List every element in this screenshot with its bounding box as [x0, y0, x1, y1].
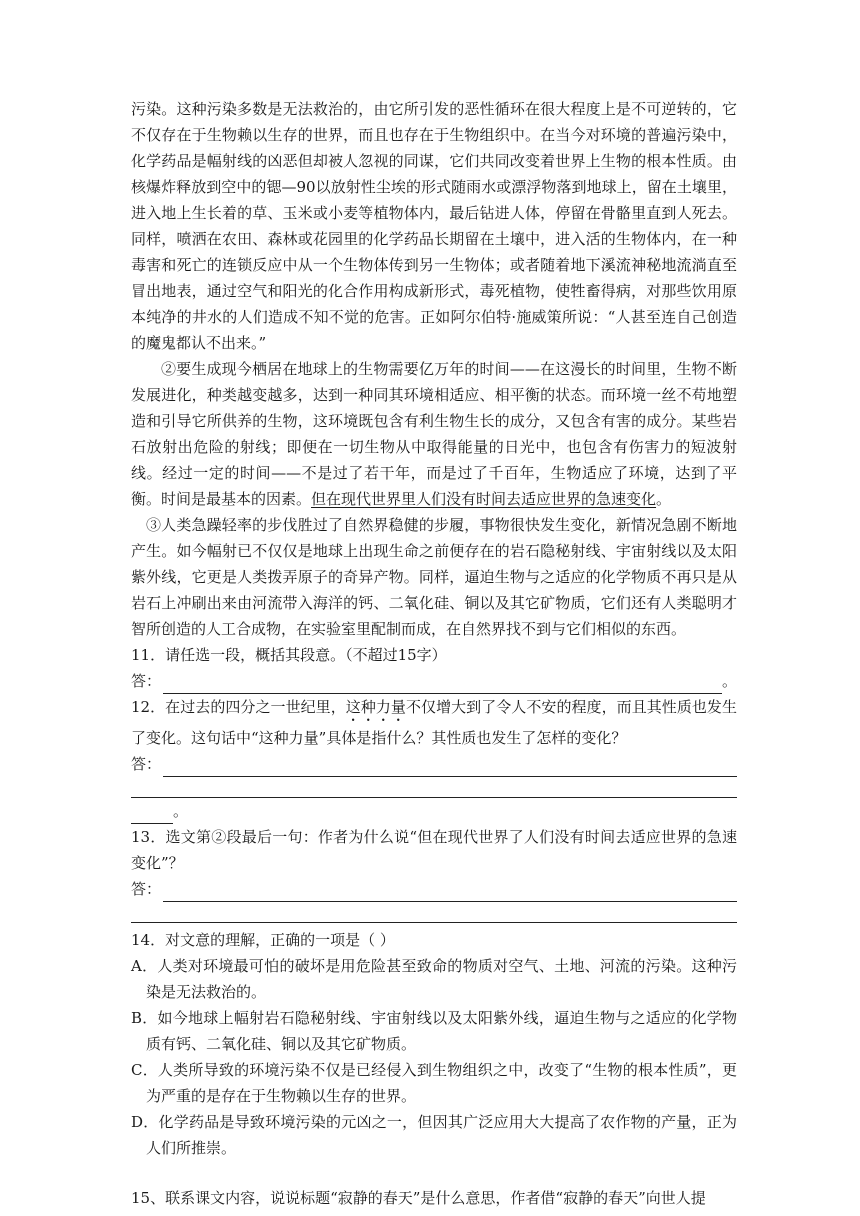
question-13: 13．选文第②段最后一句：作者为什么说“但在现代世界了人们没有时间去适应世界的急速变化”？: [131, 828, 737, 872]
paragraph-2-underlined-sentence: 但在现代世界里人们没有时间去适应世界的急速变化: [311, 490, 657, 508]
answer-13: [131, 876, 737, 902]
answer-label: 答：: [131, 672, 162, 690]
answer-13-line-1[interactable]: [163, 883, 737, 902]
answer-label: 答：: [131, 755, 162, 773]
question-12-dotted-phrase: 这种力量: [345, 698, 406, 716]
paragraph-2-text: ②要生成现今栖居在地球上的生物需要亿万年的时间——在这漫长的时间里，生物不断发展进化，种类越变越多，达到一种同其环境相适应、相平衡的状态。而环境一丝不苟地塑造和引导它所供养的生物，这环境既包含有利生物生长的成分，又包含有害的成分。某些岩石放射出危险的射线；即便在一切生物从中取得能量的日光中，也包含有伤害力的短波射线。经过一定的时间——不是过了若干年，而是过了千百年，生物适应了环境，达到了平衡。时间是最基本的因素。: [131, 360, 737, 508]
passage-paragraph-1: 污染。这种污染多数是无法救治的，由它所引发的恶性循环在很大程度上是不可逆转的，它不仅存在于生物赖以生存的世界，而且也存在于生物组织中。在当今对环境的普遍污染中，化学药品是幅射线的凶恶但却被人忽视的同谋，它们共同改变着世界上生物的根本性质。由核爆炸释放到空中的锶—90以放射性尘埃的形式随雨水或漂浮物落到地球上，留在土壤里，进入地上生长着的草、玉米或小麦等植物体内，最后钻进人体，停留在骨骼里直到人死去。同样，喷洒在农田、森林或花园里的化学药品长期留在土壤中，进入活的生物体内，在一种毒害和死亡的连锁反应中从一个生物体传到另一生物体；或者随着地下溪流神秘地流淌直至冒出地表，通过空气和阳光的化合作用构成新形式，毒死植物，使牲畜得病，对那些饮用原本纯净的井水的人们造成不知不觉的危害。正如阿尔伯特·施威策所说：“人甚至连自己创造的魔鬼都认不出来。”: [131, 100, 737, 352]
option-d[interactable]: D．化学药品是导致环境污染的元凶之一，但因其广泛应用大大提高了农作物的产量，正为人们所推崇。: [131, 1113, 737, 1157]
option-c[interactable]: C．人类所导致的环境污染不仅是已经侵入到生物组织之中，改变了“生物的根本性质”，更为严重的是存在于生物赖以生存的世界。: [131, 1061, 737, 1105]
document-content: [131, 96, 737, 1211]
answer-12-line-1[interactable]: [163, 758, 737, 777]
answer-12-line-2[interactable]: [131, 777, 737, 798]
answer-12-tail: [131, 798, 737, 824]
question-12-part-b: 不仅增大到了令人不安的程度，而且其性质也发生了变化。这句话中“这种力量”具体是指什么？其性质也发生了怎样的变化？: [131, 698, 737, 747]
spacer: [131, 1161, 737, 1185]
answer-11-period: 。: [721, 672, 737, 690]
answer-12-line-3[interactable]: [131, 805, 173, 824]
question-12-part-a: 12．在过去的四分之一世纪里，: [131, 698, 346, 716]
question-14: 14．对文意的理解，正确的一项是（ ）: [131, 931, 395, 949]
answer-11-line[interactable]: [163, 675, 722, 694]
question-12: [131, 694, 737, 751]
option-b[interactable]: B．如今地球上幅射岩石隐秘射线、宇宙射线以及太阳紫外线，逼迫生物与之适应的化学物质有钙、二氧化硅、铜以及其它矿物质。: [131, 1009, 737, 1053]
answer-12: [131, 751, 737, 777]
question-11: 11．请任选一段，概括其段意。（不超过15字）: [131, 646, 447, 664]
option-a[interactable]: A．人类对环境最可怕的破坏是用危险甚至致命的物质对空气、土地、河流的污染。这种污染是无法救治的。: [131, 957, 737, 1001]
paragraph-2-end: 。: [656, 490, 672, 508]
answer-label: 答：: [131, 880, 162, 898]
answer-12-period: 。: [173, 802, 189, 820]
passage-paragraph-2: [131, 356, 737, 512]
answer-13-line-2[interactable]: [131, 902, 737, 923]
passage-paragraph-3: ③人类急躁轻率的步伐胜过了自然界稳健的步履，事物很快发生变化，新情况急剧不断地产生。如今幅射已不仅仅是地球上出现生命之前便存在的岩石隐秘射线、宇宙射线以及太阳紫外线，它更是人类拨弄原子的奇异产物。同样，逼迫生物与之适应的化学物质不再只是从岩石上冲刷出来由河流带入海洋的钙、二氧化硅、铜以及其它矿物质，它们还有人类聪明才智所创造的人工合成物，在实验室里配制而成，在自然界找不到与它们相似的东西。: [131, 516, 737, 638]
answer-11: [131, 668, 737, 694]
question-15: 15、联系课文内容，说说标题“寂静的春天”是什么意思，作者借“寂静的春天”向世人提: [131, 1189, 706, 1207]
